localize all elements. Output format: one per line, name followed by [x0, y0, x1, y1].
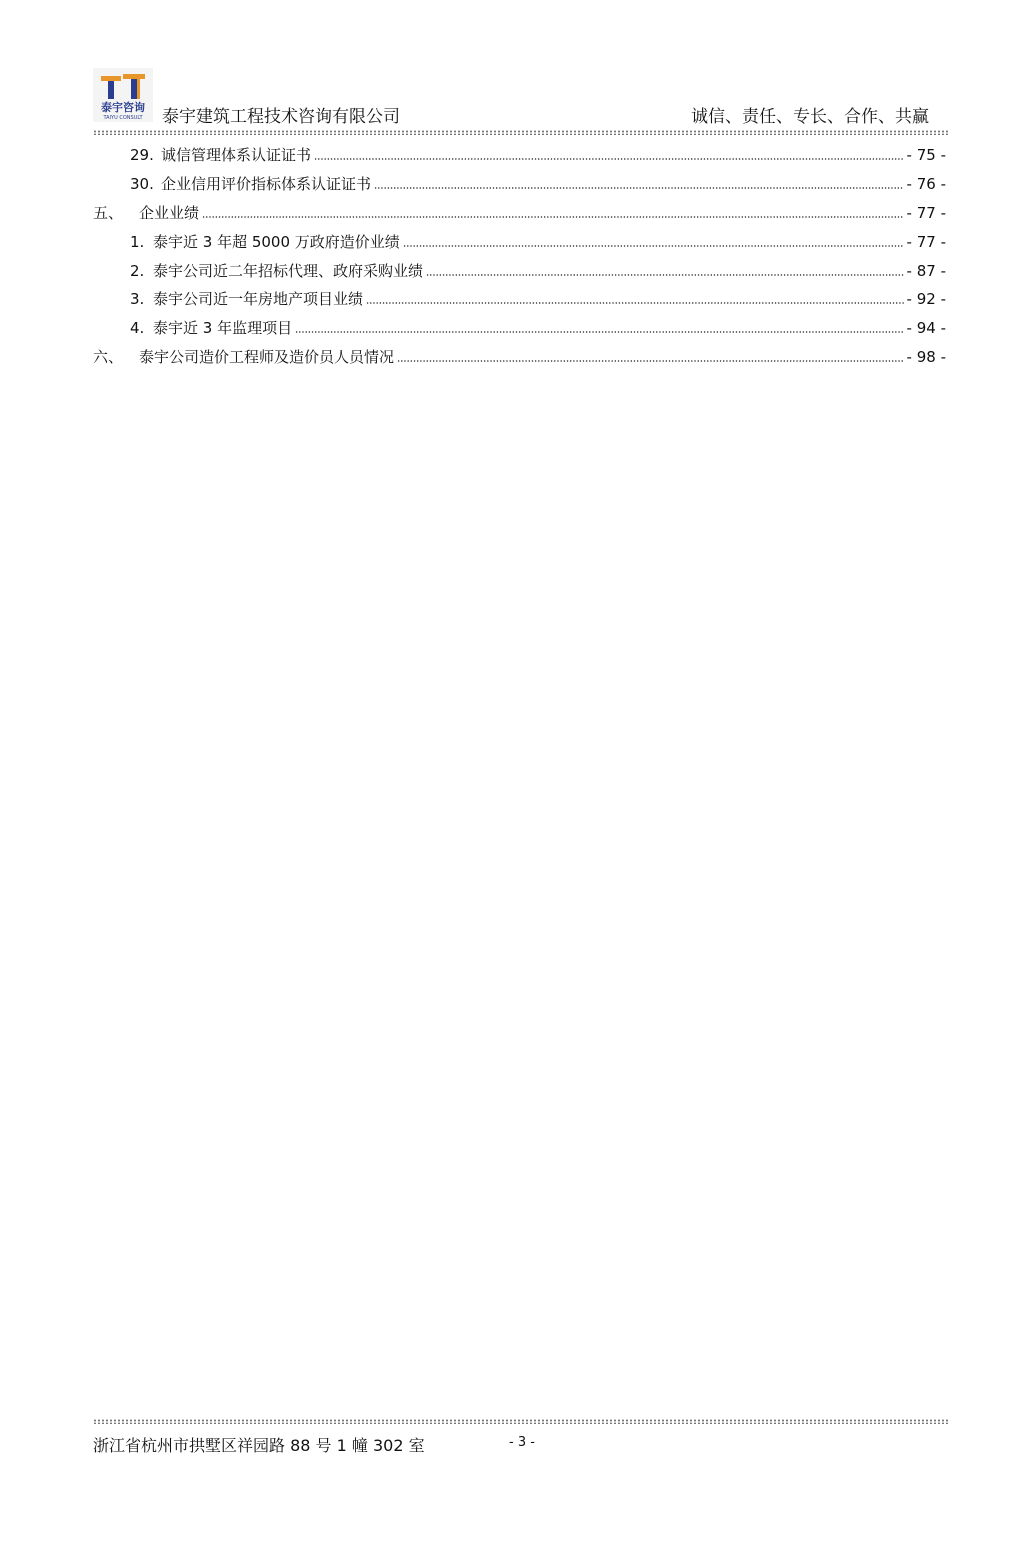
toc-entry-number: 30. — [130, 175, 154, 193]
toc-leader-dots — [202, 216, 904, 218]
toc-entry-number: 4. — [130, 319, 145, 337]
toc-entry-title: 泰宇公司造价工程师及造价员人员情况 — [139, 348, 395, 366]
header-divider — [93, 130, 949, 135]
toc-entry[interactable] — [93, 346, 946, 368]
company-logo — [93, 68, 153, 122]
logo-mark-icon — [93, 68, 153, 122]
toc-entry-page: - 92 - — [906, 290, 946, 308]
toc-leader-dots — [295, 331, 903, 333]
svg-text:TAIYU CONSULT: TAIYU CONSULT — [103, 115, 143, 121]
footer-address: 浙江省杭州市拱墅区祥园路 88 号 1 幢 302 室 — [93, 1436, 425, 1455]
toc-entry-number: 3. — [130, 290, 145, 308]
toc-entry-page: - 77 - — [906, 233, 946, 251]
toc-entry[interactable] — [130, 288, 946, 310]
toc-entry-number: 五、 — [93, 204, 124, 222]
svg-text:泰宇咨询: 泰宇咨询 — [101, 101, 145, 114]
toc-entry-title: 泰宇近 3 年超 5000 万政府造价业绩 — [153, 233, 400, 251]
toc-entry-title: 企业信用评价指标体系认证证书 — [161, 175, 372, 193]
toc-leader-dots — [397, 360, 904, 362]
toc-entry-title: 泰宇公司近一年房地产项目业绩 — [153, 290, 364, 308]
toc-entry-title: 企业业绩 — [139, 204, 200, 222]
toc-leader-dots — [426, 274, 904, 276]
toc-entry-title: 泰宇公司近二年招标代理、政府采购业绩 — [153, 262, 424, 280]
toc-entry-number: 六、 — [93, 348, 124, 366]
toc-entry[interactable] — [93, 202, 946, 224]
toc-entry[interactable] — [130, 317, 946, 339]
toc-leader-dots — [374, 187, 904, 189]
toc-entry[interactable] — [130, 231, 946, 253]
toc-entry[interactable] — [130, 173, 946, 195]
page-number: - 3 - — [509, 1435, 535, 1450]
toc-entry-number: 2. — [130, 262, 145, 280]
toc-entry-title: 诚信管理体系认证证书 — [161, 146, 312, 164]
toc-leader-dots — [366, 302, 904, 304]
toc-entry[interactable] — [130, 144, 946, 166]
toc-leader-dots — [314, 158, 904, 160]
toc-entry-page: - 76 - — [906, 175, 946, 193]
toc-entry-page: - 87 - — [906, 262, 946, 280]
toc-entry-title: 泰宇近 3 年监理项目 — [153, 319, 293, 337]
toc-entry-page: - 77 - — [906, 204, 946, 222]
company-motto: 诚信、责任、专长、合作、共赢 — [691, 107, 929, 127]
footer-divider — [93, 1419, 949, 1424]
toc-entry[interactable] — [130, 260, 946, 282]
toc-entry-number: 29. — [130, 146, 154, 164]
toc-entry-page: - 75 - — [906, 146, 946, 164]
company-name: 泰宇建筑工程技术咨询有限公司 — [162, 107, 400, 127]
toc-entry-page: - 94 - — [906, 319, 946, 337]
page-header — [0, 0, 1026, 140]
toc-leader-dots — [403, 245, 904, 247]
toc-entry-number: 1. — [130, 233, 145, 251]
toc-entry-page: - 98 - — [906, 348, 946, 366]
